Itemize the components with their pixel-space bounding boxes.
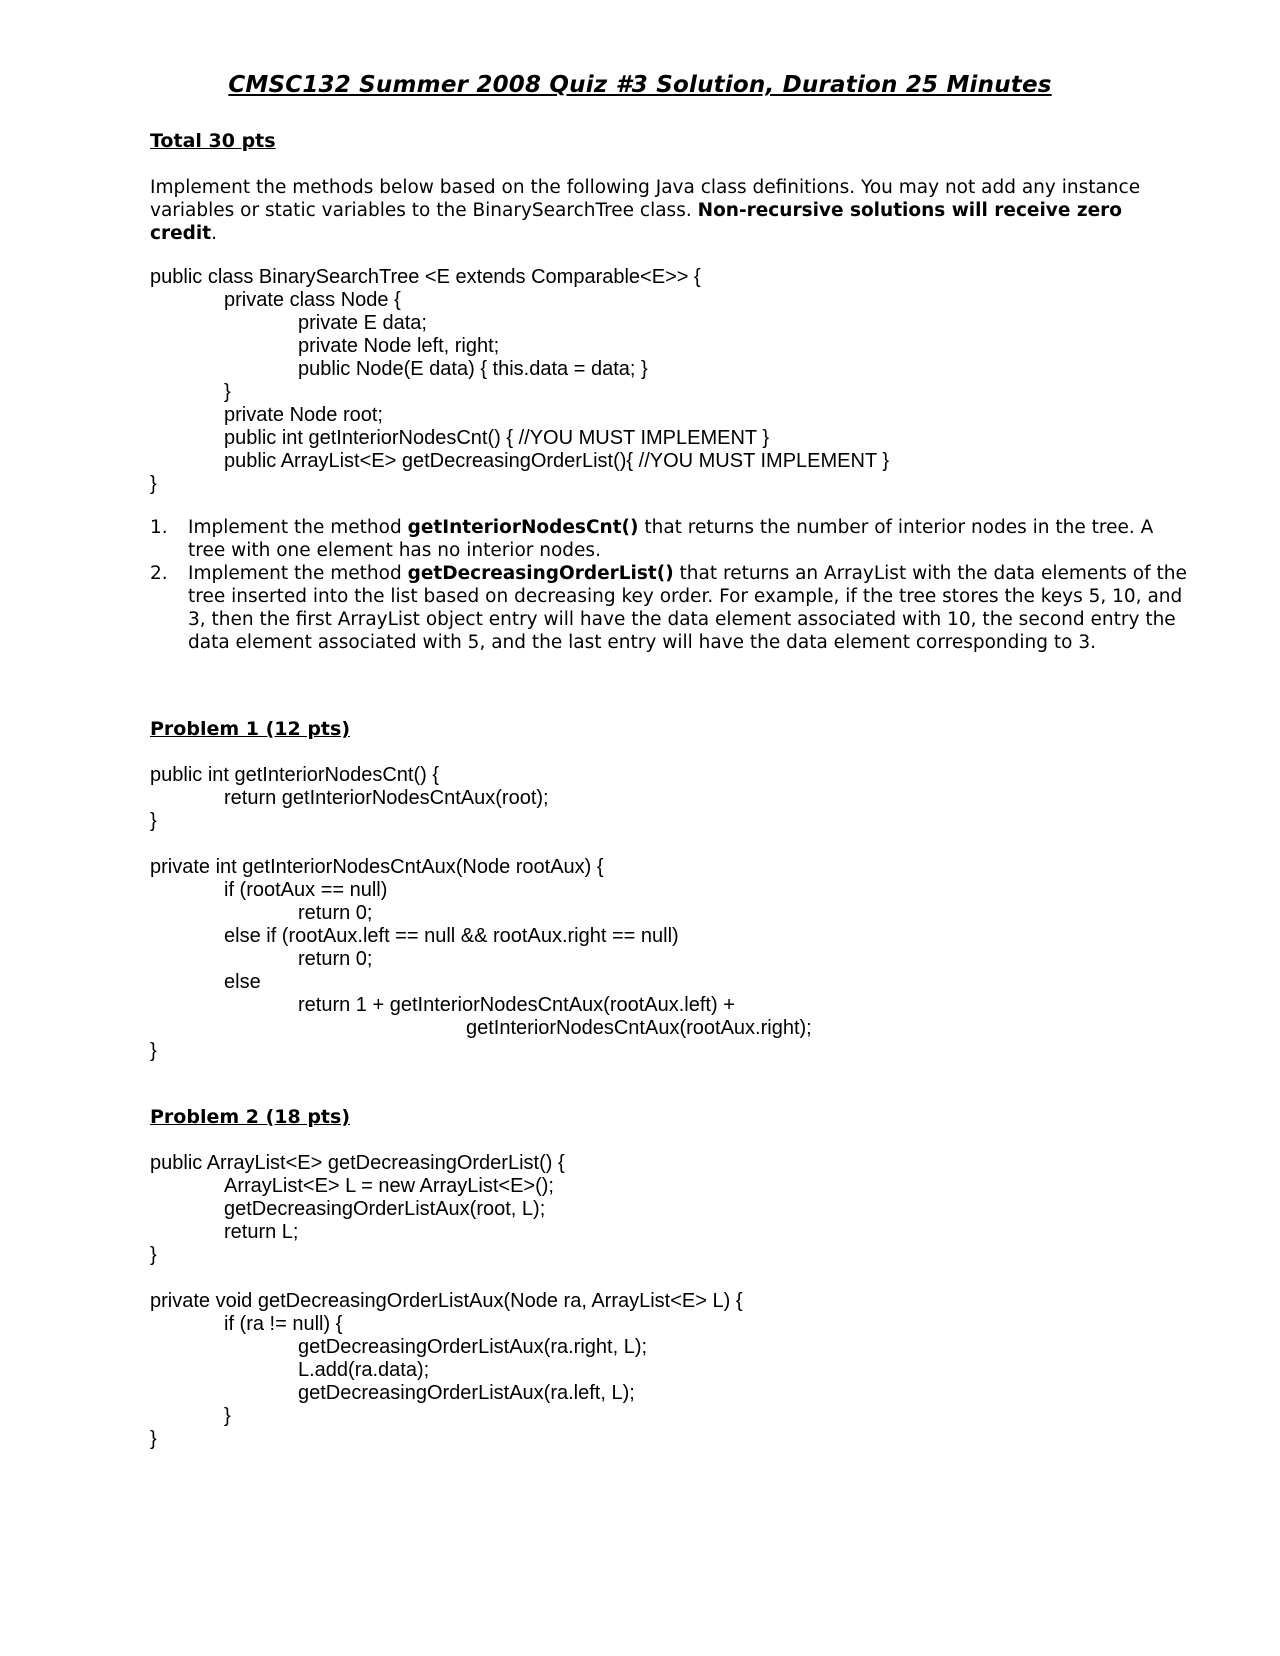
task-item-1 [150, 516, 1190, 562]
code-line: public class BinarySearchTree <E extends Comparable<E>> { [150, 266, 701, 288]
code-line: getDecreasingOrderListAux(ra.left, L); [298, 1382, 635, 1404]
task-item-2 [150, 562, 1190, 654]
code-line: public int getInteriorNodesCnt() { [150, 764, 440, 786]
instructions-text: Implement the methods below based on the following Java class definitions. You may not add any instance variables or static variables to the BinarySearchTree class. [150, 177, 1141, 221]
task-method-name: getDecreasingOrderList() [407, 563, 674, 584]
code-line: public int getInteriorNodesCnt() { //YOU MUST IMPLEMENT } [224, 427, 770, 449]
task-number: 2. [150, 563, 168, 584]
code-line: private void getDecreasingOrderListAux(Node ra, ArrayList<E> L) { [150, 1290, 743, 1312]
total-points-heading: Total 30 pts [150, 130, 276, 152]
code-line [150, 833, 812, 856]
class-definition-code [150, 266, 889, 496]
task-method-name: getInteriorNodesCnt() [407, 517, 639, 538]
code-line: public Node(E data) { this.data = data; } [298, 358, 648, 380]
code-line: } [150, 810, 157, 832]
problem-2-code [150, 1152, 743, 1451]
code-line: if (ra != null) { [224, 1313, 343, 1335]
problem-2-heading: Problem 2 (18 pts) [150, 1106, 351, 1128]
code-line: } [150, 1040, 157, 1062]
document-title: CMSC132 Summer 2008 Quiz #3 Solution, Duration 25 Minutes [228, 72, 1052, 98]
code-line: public ArrayList<E> getDecreasingOrderList(){ //YOU MUST IMPLEMENT } [224, 450, 890, 472]
problem-1-code [150, 764, 812, 1063]
code-line: private Node left, right; [298, 335, 500, 357]
code-line: } [224, 1405, 231, 1427]
code-line: } [224, 381, 231, 403]
code-line: return getInteriorNodesCntAux(root); [224, 787, 549, 809]
code-line [150, 1267, 743, 1290]
instructions-warning: Non-recursive solutions will receive zero credit [150, 200, 1122, 244]
code-line: return 0; [298, 902, 373, 924]
code-line: } [150, 1244, 157, 1266]
code-line: private class Node { [224, 289, 401, 311]
code-line: public ArrayList<E> getDecreasingOrderList() { [150, 1152, 565, 1174]
code-line: else [224, 971, 261, 993]
code-line: getDecreasingOrderListAux(ra.right, L); [298, 1336, 648, 1358]
code-line: getInteriorNodesCntAux(rootAux.right); [466, 1017, 812, 1039]
task-text-before: Implement the method [188, 517, 408, 538]
instructions-paragraph [150, 176, 1190, 245]
code-line: ArrayList<E> L = new ArrayList<E>(); [224, 1175, 554, 1197]
code-line: private E data; [298, 312, 427, 334]
code-line: return 0; [298, 948, 373, 970]
problem-1-heading: Problem 1 (12 pts) [150, 718, 351, 740]
code-line: private int getInteriorNodesCntAux(Node rootAux) { [150, 856, 604, 878]
instructions-end: . [211, 223, 217, 244]
code-line: L.add(ra.data); [298, 1359, 430, 1381]
code-line: return L; [224, 1221, 299, 1243]
task-number: 1. [150, 517, 168, 538]
code-line: private Node root; [224, 404, 383, 426]
code-line: } [150, 473, 157, 495]
task-text-before: Implement the method [188, 563, 408, 584]
task-list [150, 516, 1190, 654]
code-line: } [150, 1428, 157, 1450]
code-line: else if (rootAux.left == null && rootAux.right == null) [224, 925, 679, 947]
task-text-after: that returns an ArrayList with the data elements of the tree inserted into the list based on decreasing key order. For example, if the tree stores the keys 5, 10, and 3, then the first ArrayList object entry will have the data element associated with 10, the second entry the data element associated with 5, and the last entry will have the data element corresponding to 3. [188, 563, 1187, 653]
code-line: getDecreasingOrderListAux(root, L); [224, 1198, 546, 1220]
code-line: if (rootAux == null) [224, 879, 388, 901]
task-text-after: that returns the number of interior nodes in the tree. A tree with one element has no interior nodes. [188, 517, 1154, 561]
code-line: return 1 + getInteriorNodesCntAux(rootAux.left) + [298, 994, 735, 1016]
